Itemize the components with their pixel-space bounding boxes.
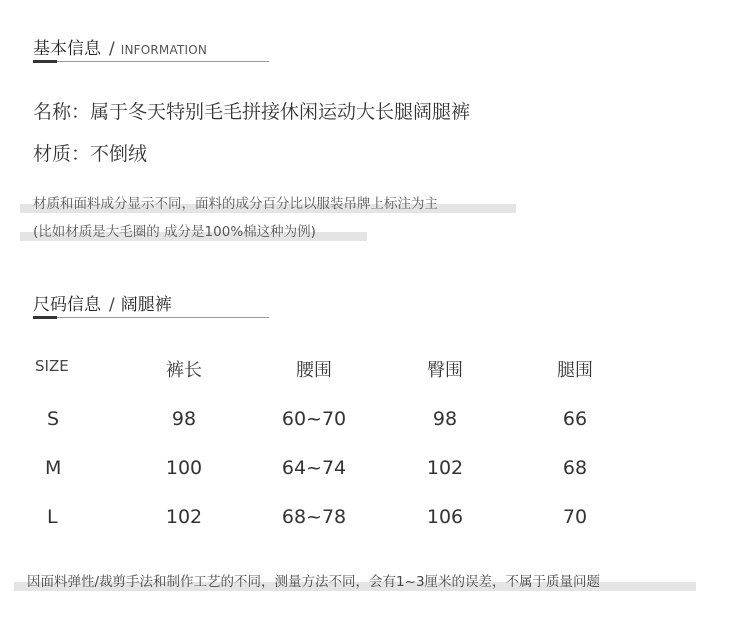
table-cell: 68 (562, 457, 588, 479)
size-info-rule (33, 317, 269, 318)
table-cell: 102 (165, 506, 203, 528)
table-cell: 64~74 (281, 457, 347, 479)
table-header-size: SIZE (35, 357, 69, 375)
table-header-length: 裤长 (166, 360, 202, 381)
table-header-waist: 腰围 (296, 360, 332, 381)
table-cell: 68~78 (281, 506, 347, 528)
table-cell-size-m: M (45, 457, 62, 479)
basic-info-header (33, 34, 207, 59)
table-header-hip: 臀围 (427, 360, 463, 381)
table-header-thigh: 腿围 (557, 360, 593, 381)
basic-info-separator: / (109, 39, 115, 59)
material-line: 材质：不倒绒 (33, 143, 148, 165)
size-info-subtitle: 阔腿裤 (120, 295, 172, 315)
material-note-line-1: 材质和面料成分显示不同，面料的成分百分比以服装吊牌上标注为主 (33, 196, 438, 212)
table-cell-size-l: L (47, 506, 58, 528)
size-info-accent-bar (33, 316, 57, 319)
size-info-header (33, 290, 172, 315)
table-cell: 98 (432, 408, 458, 430)
table-cell: 60~70 (281, 408, 347, 430)
basic-info-subtitle: INFORMATION (120, 43, 208, 57)
material-note-line-2: (比如材质是大毛圈的 成分是100%棉这种为例) (33, 224, 316, 240)
size-info-title: 尺码信息 (33, 295, 101, 315)
table-cell: 66 (562, 408, 588, 430)
table-cell: 70 (562, 506, 588, 528)
table-cell: 106 (426, 506, 464, 528)
basic-info-title: 基本信息 (33, 39, 101, 59)
table-cell: 100 (165, 457, 203, 479)
size-info-separator: / (109, 295, 115, 315)
table-cell: 102 (426, 457, 464, 479)
table-cell: 98 (171, 408, 197, 430)
product-name-line: 名称：属于冬天特别毛毛拼接休闲运动大长腿阔腿裤 (33, 101, 471, 123)
measurement-disclaimer: 因面料弹性/裁剪手法和制作工艺的不同，测量方法不同，会有1~3厘米的误差，不属于质量问题 (27, 574, 601, 590)
basic-info-accent-bar (33, 60, 57, 63)
basic-info-rule (33, 61, 269, 62)
table-cell-size-s: S (47, 408, 60, 430)
